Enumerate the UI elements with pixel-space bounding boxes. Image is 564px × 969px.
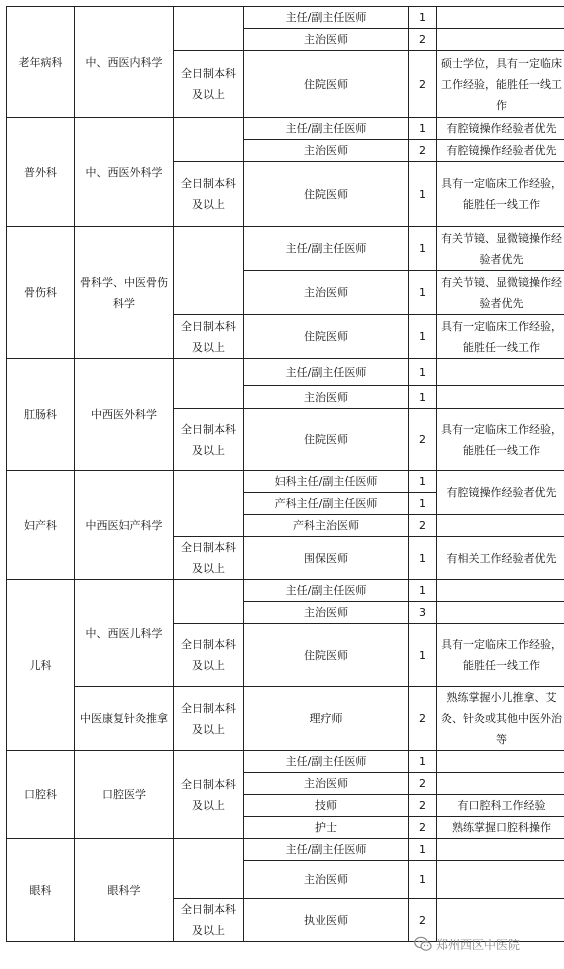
requirement-cell bbox=[437, 386, 564, 409]
count-cell: 3 bbox=[409, 602, 437, 624]
count-cell: 1 bbox=[409, 839, 437, 861]
count-cell: 2 bbox=[409, 795, 437, 817]
position-cell: 主任/副主任医师 bbox=[244, 7, 409, 29]
table-row bbox=[7, 359, 564, 386]
requirement-cell bbox=[437, 515, 564, 537]
requirement-cell bbox=[437, 602, 564, 624]
requirement-cell: 有相关工作经验者优先 bbox=[437, 537, 564, 580]
table-row bbox=[7, 839, 564, 861]
count-cell: 1 bbox=[409, 386, 437, 409]
count-cell: 1 bbox=[409, 7, 437, 29]
count-cell: 2 bbox=[409, 773, 437, 795]
position-cell: 主任/副主任医师 bbox=[244, 751, 409, 773]
department-cell: 儿科 bbox=[7, 580, 75, 751]
count-cell: 1 bbox=[409, 359, 437, 386]
major-cell: 中西医外科学 bbox=[75, 359, 174, 471]
count-cell: 2 bbox=[409, 515, 437, 537]
requirement-cell: 有关节镜、显微镜操作经验者优先 bbox=[437, 227, 564, 271]
wechat-icon bbox=[414, 936, 432, 952]
position-cell: 主治医师 bbox=[244, 271, 409, 315]
requirement-cell bbox=[437, 751, 564, 773]
education-cell: 全日制本科及以上 bbox=[174, 899, 244, 942]
count-cell: 1 bbox=[409, 537, 437, 580]
table-row bbox=[7, 580, 564, 602]
education-cell-empty bbox=[174, 839, 244, 899]
count-cell: 1 bbox=[409, 580, 437, 602]
education-cell: 全日制本科及以上 bbox=[174, 315, 244, 359]
count-cell: 1 bbox=[409, 624, 437, 687]
major-cell: 中医康复针灸推拿 bbox=[75, 687, 174, 751]
major-cell: 口腔医学 bbox=[75, 751, 174, 839]
table-row bbox=[7, 687, 564, 751]
position-cell: 住院医师 bbox=[244, 162, 409, 227]
recruitment-table bbox=[6, 6, 564, 942]
major-cell: 中、西医外科学 bbox=[75, 118, 174, 227]
major-cell: 中、西医内科学 bbox=[75, 7, 174, 118]
major-cell: 眼科学 bbox=[75, 839, 174, 942]
requirement-cell bbox=[437, 359, 564, 386]
department-cell: 骨伤科 bbox=[7, 227, 75, 359]
education-cell-empty bbox=[174, 118, 244, 162]
position-cell: 住院医师 bbox=[244, 315, 409, 359]
requirement-cell: 硕士学位，具有一定临床工作经验，能胜任一线工作 bbox=[437, 51, 564, 118]
count-cell: 1 bbox=[409, 751, 437, 773]
count-cell: 1 bbox=[409, 493, 437, 515]
table-row bbox=[7, 227, 564, 271]
count-cell: 1 bbox=[409, 227, 437, 271]
count-cell: 1 bbox=[409, 271, 437, 315]
table-row bbox=[7, 751, 564, 773]
watermark-text: 郑州西区中医院 bbox=[436, 937, 521, 952]
requirement-cell bbox=[437, 773, 564, 795]
department-cell: 眼科 bbox=[7, 839, 75, 942]
position-cell: 产科主治医师 bbox=[244, 515, 409, 537]
position-cell: 妇科主任/副主任医师 bbox=[244, 471, 409, 493]
position-cell: 主治医师 bbox=[244, 773, 409, 795]
count-cell: 1 bbox=[409, 861, 437, 899]
count-cell: 2 bbox=[409, 140, 437, 162]
position-cell: 主治医师 bbox=[244, 386, 409, 409]
position-cell: 产科主任/副主任医师 bbox=[244, 493, 409, 515]
requirement-cell bbox=[437, 861, 564, 899]
education-cell: 全日制本科及以上 bbox=[174, 537, 244, 580]
requirement-cell: 熟练掌握小儿推拿、艾灸、针灸或其他中医外治等 bbox=[437, 687, 564, 751]
department-cell: 普外科 bbox=[7, 118, 75, 227]
count-cell: 1 bbox=[409, 471, 437, 493]
major-cell: 中西医妇产科学 bbox=[75, 471, 174, 580]
education-cell: 全日制本科及以上 bbox=[174, 409, 244, 471]
position-cell: 主任/副主任医师 bbox=[244, 580, 409, 602]
count-cell: 1 bbox=[409, 315, 437, 359]
education-cell: 全日制本科及以上 bbox=[174, 51, 244, 118]
education-cell-empty bbox=[174, 471, 244, 537]
position-cell: 住院医师 bbox=[244, 51, 409, 118]
education-cell: 全日制本科及以上 bbox=[174, 624, 244, 687]
count-cell: 1 bbox=[409, 118, 437, 140]
position-cell: 围保医师 bbox=[244, 537, 409, 580]
requirement-cell: 熟练掌握口腔科操作 bbox=[437, 817, 564, 839]
position-cell: 住院医师 bbox=[244, 624, 409, 687]
count-cell: 2 bbox=[409, 51, 437, 118]
education-cell: 全日制本科及以上 bbox=[174, 162, 244, 227]
table-row bbox=[7, 471, 564, 493]
requirement-cell bbox=[437, 580, 564, 602]
education-cell-empty bbox=[174, 359, 244, 409]
position-cell: 主治医师 bbox=[244, 861, 409, 899]
table-row bbox=[7, 7, 564, 29]
position-cell: 住院医师 bbox=[244, 409, 409, 471]
position-cell: 主任/副主任医师 bbox=[244, 839, 409, 861]
requirement-cell: 具有一定临床工作经验，能胜任一线工作 bbox=[437, 162, 564, 227]
watermark bbox=[414, 934, 520, 954]
requirement-cell bbox=[437, 839, 564, 861]
position-cell: 主任/副主任医师 bbox=[244, 359, 409, 386]
education-cell-empty bbox=[174, 227, 244, 315]
major-cell: 骨科学、中医骨伤科学 bbox=[75, 227, 174, 359]
education-cell: 全日制本科及以上 bbox=[174, 751, 244, 839]
count-cell: 2 bbox=[409, 29, 437, 51]
education-cell: 全日制本科及以上 bbox=[174, 687, 244, 751]
requirement-cell: 有腔镜操作经验者优先 bbox=[437, 471, 564, 515]
major-cell: 中、西医儿科学 bbox=[75, 580, 174, 687]
education-cell-empty bbox=[174, 580, 244, 624]
requirement-cell: 有口腔科工作经验 bbox=[437, 795, 564, 817]
department-cell: 口腔科 bbox=[7, 751, 75, 839]
count-cell: 1 bbox=[409, 162, 437, 227]
requirement-cell: 有腔镜操作经验者优先 bbox=[437, 140, 564, 162]
requirement-cell bbox=[437, 29, 564, 51]
department-cell: 妇产科 bbox=[7, 471, 75, 580]
position-cell: 理疗师 bbox=[244, 687, 409, 751]
count-cell: 2 bbox=[409, 409, 437, 471]
position-cell: 护士 bbox=[244, 817, 409, 839]
requirement-cell: 有关节镜、显微镜操作经验者优先 bbox=[437, 271, 564, 315]
requirement-cell: 有腔镜操作经验者优先 bbox=[437, 118, 564, 140]
department-cell: 肛肠科 bbox=[7, 359, 75, 471]
position-cell: 主治医师 bbox=[244, 140, 409, 162]
requirement-cell: 具有一定临床工作经验，能胜任一线工作 bbox=[437, 624, 564, 687]
position-cell: 主治医师 bbox=[244, 602, 409, 624]
count-cell: 2 bbox=[409, 687, 437, 751]
department-cell: 老年病科 bbox=[7, 7, 75, 118]
requirement-cell: 具有一定临床工作经验，能胜任一线工作 bbox=[437, 409, 564, 471]
requirement-cell bbox=[437, 7, 564, 29]
requirement-cell: 具有一定临床工作经验，能胜任一线工作 bbox=[437, 315, 564, 359]
position-cell: 执业医师 bbox=[244, 899, 409, 942]
position-cell: 主任/副主任医师 bbox=[244, 118, 409, 140]
position-cell: 主治医师 bbox=[244, 29, 409, 51]
position-cell: 主任/副主任医师 bbox=[244, 227, 409, 271]
position-cell: 技师 bbox=[244, 795, 409, 817]
count-cell: 2 bbox=[409, 817, 437, 839]
education-cell-empty bbox=[174, 7, 244, 51]
table-row bbox=[7, 118, 564, 140]
count-cell: 2 bbox=[409, 899, 437, 942]
